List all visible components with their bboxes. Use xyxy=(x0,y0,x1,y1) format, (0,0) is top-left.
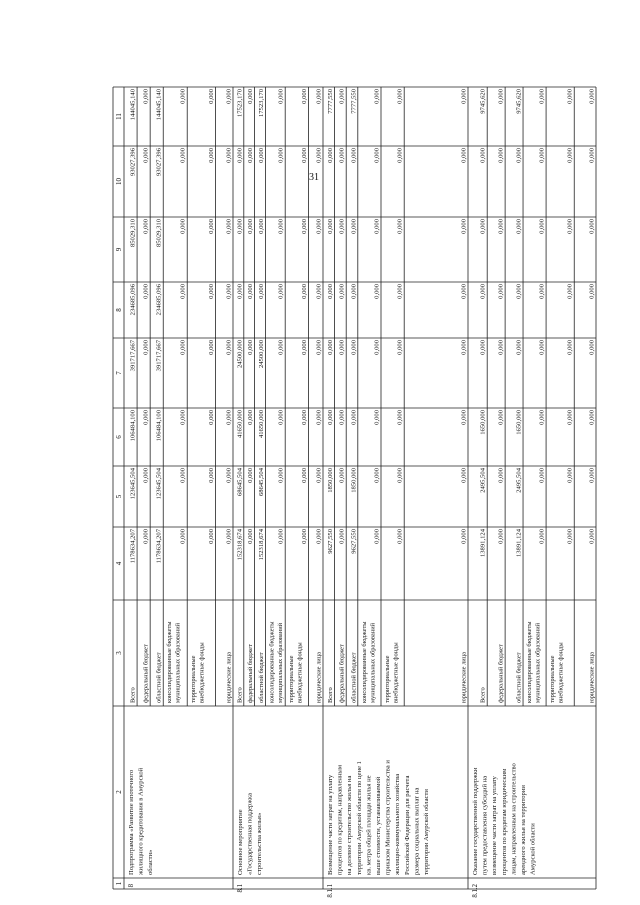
value-cell: 68645,504 xyxy=(257,468,265,497)
value-cell: 0,000 xyxy=(460,410,468,425)
source-label: областной бюджет xyxy=(257,652,265,703)
value-cell: 0,000 xyxy=(497,340,505,355)
value-cell: 0,000 xyxy=(538,529,546,544)
row-name-line: арендного жилья на территории xyxy=(520,785,527,875)
value-cell: 24500,000 xyxy=(257,340,265,369)
value-cell: 0,000 xyxy=(497,219,505,234)
value-cell: 0,000 xyxy=(208,284,216,299)
value-cell: 0,000 xyxy=(315,219,323,234)
row-name-line: территории Амурской области по цене 1 xyxy=(355,761,363,875)
value-cell: 0,000 xyxy=(373,529,381,544)
value-cell: 0,000 xyxy=(479,219,487,234)
value-cell: 106484,100 xyxy=(129,410,137,442)
value-cell: 0,000 xyxy=(538,468,546,483)
value-cell: 0,000 xyxy=(460,468,468,483)
value-cell: 0,000 xyxy=(460,219,468,234)
value-cell: 17523,170 xyxy=(236,89,244,118)
source-label: территориальные xyxy=(288,655,296,703)
value-cell: 1178634,207 xyxy=(129,529,137,564)
value-cell: 1178634,207 xyxy=(155,529,163,564)
value-cell: 0,000 xyxy=(277,284,285,299)
value-cell: 0,000 xyxy=(350,410,358,425)
value-cell: 0,000 xyxy=(208,219,216,234)
value-cell: 0,000 xyxy=(373,410,381,425)
value-cell: 0,000 xyxy=(588,219,596,234)
value-cell: 0,000 xyxy=(350,284,358,299)
value-cell: 0,000 xyxy=(588,340,596,355)
source-label: консолидированные бюджеты xyxy=(166,621,174,703)
value-cell: 0,000 xyxy=(497,89,505,104)
value-cell: 0,000 xyxy=(566,468,574,483)
value-cell: 9745,620 xyxy=(479,89,487,114)
value-cell: 0,000 xyxy=(515,284,523,299)
value-cell: 0,000 xyxy=(225,148,233,163)
value-cell: 0,000 xyxy=(247,468,255,483)
value-cell: 0,000 xyxy=(538,89,546,104)
value-cell: 0,000 xyxy=(142,340,150,355)
value-cell: 0,000 xyxy=(396,284,404,299)
value-cell: 85029,310 xyxy=(129,219,137,248)
value-cell: 0,000 xyxy=(327,148,335,163)
value-cell: 0,000 xyxy=(479,340,487,355)
value-cell: 0,000 xyxy=(315,410,323,425)
header-cell-9: 9 xyxy=(115,247,123,252)
value-cell: 0,000 xyxy=(208,529,216,544)
source-label: федеральный бюджет xyxy=(497,644,505,703)
row-number-8: 8 xyxy=(128,884,135,888)
source-label: внебюджетные фонды xyxy=(198,642,206,703)
value-cell: 9627,550 xyxy=(327,529,335,554)
header-cell-5: 5 xyxy=(115,494,123,499)
value-cell: 0,000 xyxy=(315,284,323,299)
value-cell: 24500,000 xyxy=(236,340,244,369)
value-cell: 0,000 xyxy=(142,468,150,483)
value-cell: 0,000 xyxy=(315,148,323,163)
value-cell: 0,000 xyxy=(460,148,468,163)
value-cell: 0,000 xyxy=(301,340,309,355)
value-cell: 0,000 xyxy=(566,148,574,163)
value-cell: 0,000 xyxy=(588,148,596,163)
value-cell: 93027,396 xyxy=(155,148,163,177)
value-cell: 0,000 xyxy=(538,148,546,163)
value-cell: 106484,100 xyxy=(155,410,163,442)
value-cell: 0,000 xyxy=(497,529,505,544)
source-label: юридические лица xyxy=(460,652,468,703)
source-label: муниципальных образований xyxy=(276,622,284,703)
source-label: Всего xyxy=(129,687,137,703)
value-cell: 234685,096 xyxy=(129,284,137,316)
value-cell: 2495,504 xyxy=(515,468,523,493)
value-cell: 0,000 xyxy=(225,410,233,425)
row-name-line: процентов по кредитам, направленным xyxy=(336,764,344,875)
value-cell: 0,000 xyxy=(247,340,255,355)
value-cell: 0,000 xyxy=(301,89,309,104)
value-cell: 0,000 xyxy=(497,284,505,299)
value-cell: 0,000 xyxy=(515,219,523,234)
value-cell: 0,000 xyxy=(460,529,468,544)
value-cell: 0,000 xyxy=(247,529,255,544)
value-cell: 0,000 xyxy=(301,468,309,483)
value-cell: 0,000 xyxy=(327,410,335,425)
row-name-line: процентов по кредитам юридическим xyxy=(500,768,508,875)
source-label: муниципальных образований xyxy=(174,622,182,703)
value-cell: 93027,396 xyxy=(129,148,137,177)
value-cell: 0,000 xyxy=(479,284,487,299)
source-label: юридические лица xyxy=(225,652,233,703)
page-number: 31 xyxy=(309,172,319,183)
row-name-line: кв. метра общей площади жилья не xyxy=(365,775,373,875)
value-cell: 0,000 xyxy=(208,410,216,425)
value-cell: 0,000 xyxy=(301,148,309,163)
value-cell: 0,000 xyxy=(225,529,233,544)
source-label: территориальные xyxy=(549,655,557,703)
value-cell: 0,000 xyxy=(460,340,468,355)
value-cell: 0,000 xyxy=(247,284,255,299)
value-cell: 0,000 xyxy=(179,89,187,104)
value-cell: 9627,550 xyxy=(350,529,358,554)
value-cell: 0,000 xyxy=(460,89,468,104)
value-cell: 0,000 xyxy=(225,89,233,104)
value-cell: 0,000 xyxy=(497,148,505,163)
value-cell: 1650,000 xyxy=(515,410,523,435)
value-cell: 0,000 xyxy=(373,340,381,355)
source-label: консолидированные бюджеты xyxy=(526,621,534,703)
row-name-line: территории Амурской области xyxy=(423,789,430,875)
value-cell: 0,000 xyxy=(277,468,285,483)
value-cell: 1850,000 xyxy=(327,468,335,493)
value-cell: 0,000 xyxy=(338,340,346,355)
value-cell: 0,000 xyxy=(338,148,346,163)
source-label: Всего xyxy=(236,687,244,703)
value-cell: 0,000 xyxy=(373,219,381,234)
value-cell: 123645,504 xyxy=(155,468,163,500)
value-cell: 0,000 xyxy=(396,219,404,234)
value-cell: 0,000 xyxy=(142,284,150,299)
row-name-line: жилищно-коммунального хозяйства xyxy=(394,773,402,875)
source-label: Всего xyxy=(327,687,335,703)
value-cell: 0,000 xyxy=(350,148,358,163)
header-cell-1: 1 xyxy=(115,881,123,886)
row-name-line: лицам, направленным на строительство xyxy=(510,763,518,875)
header-cell-6: 6 xyxy=(115,435,123,439)
header-cell-10: 10 xyxy=(115,178,123,185)
value-cell: 0,000 xyxy=(338,219,346,234)
value-cell: 9745,620 xyxy=(515,89,523,114)
header-cell-4: 4 xyxy=(115,561,123,566)
value-cell: 0,000 xyxy=(301,219,309,234)
value-cell: 391717,667 xyxy=(155,340,163,372)
row-name-line: возмещение части затрат на уплату xyxy=(491,776,499,875)
value-cell: 0,000 xyxy=(566,340,574,355)
value-cell: 17523,170 xyxy=(257,89,265,118)
row-name-line: Основное мероприятие xyxy=(237,809,244,875)
value-cell: 144045,140 xyxy=(155,89,163,121)
value-cell: 0,000 xyxy=(588,529,596,544)
value-cell: 0,000 xyxy=(396,410,404,425)
value-cell: 0,000 xyxy=(396,529,404,544)
value-cell: 0,000 xyxy=(179,340,187,355)
source-label: территориальные xyxy=(190,655,198,703)
value-cell: 41650,000 xyxy=(236,410,244,439)
value-cell: 0,000 xyxy=(327,284,335,299)
value-cell: 0,000 xyxy=(247,219,255,234)
value-cell: 0,000 xyxy=(277,340,285,355)
row-number-8.1.2: 8.1.2 xyxy=(472,884,479,898)
row-name-line: Российской Федерации для расчета xyxy=(403,775,411,875)
value-cell: 0,000 xyxy=(225,219,233,234)
row-number-8.1.1: 8.1.1 xyxy=(327,884,334,898)
value-cell: 0,000 xyxy=(315,529,323,544)
value-cell: 0,000 xyxy=(257,219,265,234)
header-cell-11: 11 xyxy=(115,113,123,120)
value-cell: 0,000 xyxy=(566,89,574,104)
source-label: Всего xyxy=(479,687,487,703)
value-cell: 0,000 xyxy=(225,284,233,299)
value-cell: 0,000 xyxy=(179,148,187,163)
value-cell: 0,000 xyxy=(315,89,323,104)
source-label: федеральный бюджет xyxy=(142,644,150,703)
value-cell: 0,000 xyxy=(396,340,404,355)
value-cell: 0,000 xyxy=(373,89,381,104)
row-name-line: путем предоставления субсидий на xyxy=(481,775,489,875)
row-name-line: на долевое строительство жилья на xyxy=(346,775,354,875)
value-cell: 0,000 xyxy=(301,410,309,425)
value-cell: 0,000 xyxy=(236,219,244,234)
value-cell: 0,000 xyxy=(566,410,574,425)
value-cell: 0,000 xyxy=(515,340,523,355)
value-cell: 0,000 xyxy=(277,148,285,163)
value-cell: 0,000 xyxy=(225,340,233,355)
value-cell: 0,000 xyxy=(142,410,150,425)
value-cell: 0,000 xyxy=(338,410,346,425)
value-cell: 68645,504 xyxy=(236,468,244,497)
value-cell: 0,000 xyxy=(236,284,244,299)
value-cell: 0,000 xyxy=(257,148,265,163)
value-cell: 0,000 xyxy=(179,410,187,425)
value-cell: 152318,674 xyxy=(236,529,244,561)
value-cell: 0,000 xyxy=(327,340,335,355)
value-cell: 391717,667 xyxy=(129,340,137,372)
source-label: муниципальных образований xyxy=(534,622,542,703)
value-cell: 0,000 xyxy=(515,148,523,163)
value-cell: 123645,504 xyxy=(129,468,137,500)
value-cell: 0,000 xyxy=(225,468,233,483)
value-cell: 0,000 xyxy=(315,468,323,483)
value-cell: 0,000 xyxy=(277,89,285,104)
source-label: консолидированные бюджеты xyxy=(268,621,276,703)
value-cell: 0,000 xyxy=(179,284,187,299)
value-cell: 0,000 xyxy=(179,219,187,234)
value-cell: 0,000 xyxy=(277,529,285,544)
value-cell: 85029,310 xyxy=(155,219,163,248)
value-cell: 0,000 xyxy=(538,340,546,355)
value-cell: 0,000 xyxy=(566,529,574,544)
value-cell: 0,000 xyxy=(497,410,505,425)
value-cell: 0,000 xyxy=(566,219,574,234)
value-cell: 0,000 xyxy=(208,340,216,355)
row-name-line: размера социальных выплат на xyxy=(413,787,421,875)
value-cell: 0,000 xyxy=(277,219,285,234)
value-cell: 0,000 xyxy=(301,284,309,299)
value-cell: 0,000 xyxy=(142,89,150,104)
value-cell: 144045,140 xyxy=(129,89,137,121)
value-cell: 1850,000 xyxy=(350,468,358,493)
source-label: областной бюджет xyxy=(155,652,163,703)
source-label: федеральный бюджет xyxy=(338,644,346,703)
source-label: консолидированные бюджеты xyxy=(360,621,368,703)
row-name-line: Возмещение части затрат на уплату xyxy=(327,774,334,875)
value-cell: 0,000 xyxy=(396,148,404,163)
value-cell: 0,000 xyxy=(338,529,346,544)
header-cell-7: 7 xyxy=(115,371,123,375)
header-cell-2: 2 xyxy=(115,790,123,794)
value-cell: 0,000 xyxy=(247,410,255,425)
row-name-line: приказом Министерства строительства и xyxy=(384,760,392,875)
value-cell: 0,000 xyxy=(257,284,265,299)
value-cell: 0,000 xyxy=(247,148,255,163)
row-name-line: выше стоимости, устанавливаемой xyxy=(375,776,382,875)
source-label: внебюджетные фонды xyxy=(392,642,400,703)
row-name-line: строительства жилья» xyxy=(256,812,264,875)
value-cell: 0,000 xyxy=(247,89,255,104)
source-label: внебюджетные фонды xyxy=(296,642,304,703)
row-name-line: области» xyxy=(147,849,155,875)
header-cell-3: 3 xyxy=(115,651,123,655)
value-cell: 0,000 xyxy=(327,219,335,234)
value-cell: 0,000 xyxy=(396,468,404,483)
value-cell: 0,000 xyxy=(179,468,187,483)
value-cell: 0,000 xyxy=(479,148,487,163)
value-cell: 0,000 xyxy=(208,89,216,104)
value-cell: 234685,096 xyxy=(155,284,163,316)
header-cell-8: 8 xyxy=(115,308,123,312)
value-cell: 0,000 xyxy=(566,284,574,299)
value-cell: 0,000 xyxy=(350,340,358,355)
source-label: внебюджетные фонды xyxy=(557,642,565,703)
value-cell: 0,000 xyxy=(179,529,187,544)
value-cell: 0,000 xyxy=(236,148,244,163)
value-cell: 0,000 xyxy=(277,410,285,425)
source-label: юридические лица xyxy=(588,652,596,703)
value-cell: 7777,550 xyxy=(350,89,358,114)
value-cell: 0,000 xyxy=(588,89,596,104)
value-cell: 0,000 xyxy=(538,410,546,425)
row-name-line: Подпрограмма «Развитие ипотечного xyxy=(128,769,135,875)
value-cell: 0,000 xyxy=(538,284,546,299)
value-cell: 0,000 xyxy=(338,284,346,299)
value-cell: 2495,504 xyxy=(479,468,487,493)
source-label: областной бюджет xyxy=(350,652,358,703)
value-cell: 0,000 xyxy=(396,89,404,104)
source-label: юридические лица xyxy=(315,652,323,703)
value-cell: 0,000 xyxy=(497,468,505,483)
value-cell: 0,000 xyxy=(350,219,358,234)
row-name-line: Амурской области xyxy=(529,823,537,875)
value-cell: 0,000 xyxy=(208,468,216,483)
value-cell: 0,000 xyxy=(142,529,150,544)
source-label: федеральный бюджет xyxy=(247,644,255,703)
value-cell: 0,000 xyxy=(460,284,468,299)
row-name-line: «Государственная поддержка xyxy=(246,793,254,875)
source-label: территориальные xyxy=(384,655,391,703)
source-label: муниципальных образований xyxy=(369,622,377,703)
value-cell: 0,000 xyxy=(538,219,546,234)
value-cell: 13891,124 xyxy=(479,529,487,558)
value-cell: 0,000 xyxy=(373,284,381,299)
value-cell: 0,000 xyxy=(338,468,346,483)
value-cell: 0,000 xyxy=(301,529,309,544)
value-cell: 0,000 xyxy=(588,284,596,299)
value-cell: 0,000 xyxy=(373,148,381,163)
value-cell: 0,000 xyxy=(588,410,596,425)
value-cell: 0,000 xyxy=(588,468,596,483)
value-cell: 41650,000 xyxy=(257,410,265,439)
value-cell: 13891,124 xyxy=(515,529,523,558)
value-cell: 1650,000 xyxy=(479,410,487,435)
row-name-line: жилищного кредитования в Амурской xyxy=(137,767,145,875)
source-label: областной бюджет xyxy=(515,652,523,703)
row-number-8.1: 8.1 xyxy=(237,884,244,893)
value-cell: 152318,674 xyxy=(257,529,265,561)
value-cell: 0,000 xyxy=(373,468,381,483)
value-cell: 0,000 xyxy=(338,89,346,104)
value-cell: 7777,550 xyxy=(327,89,335,114)
row-name-line: Оказание государственной поддержки xyxy=(472,767,479,875)
value-cell: 0,000 xyxy=(142,219,150,234)
value-cell: 0,000 xyxy=(208,148,216,163)
value-cell: 0,000 xyxy=(142,148,150,163)
value-cell: 0,000 xyxy=(315,340,323,355)
